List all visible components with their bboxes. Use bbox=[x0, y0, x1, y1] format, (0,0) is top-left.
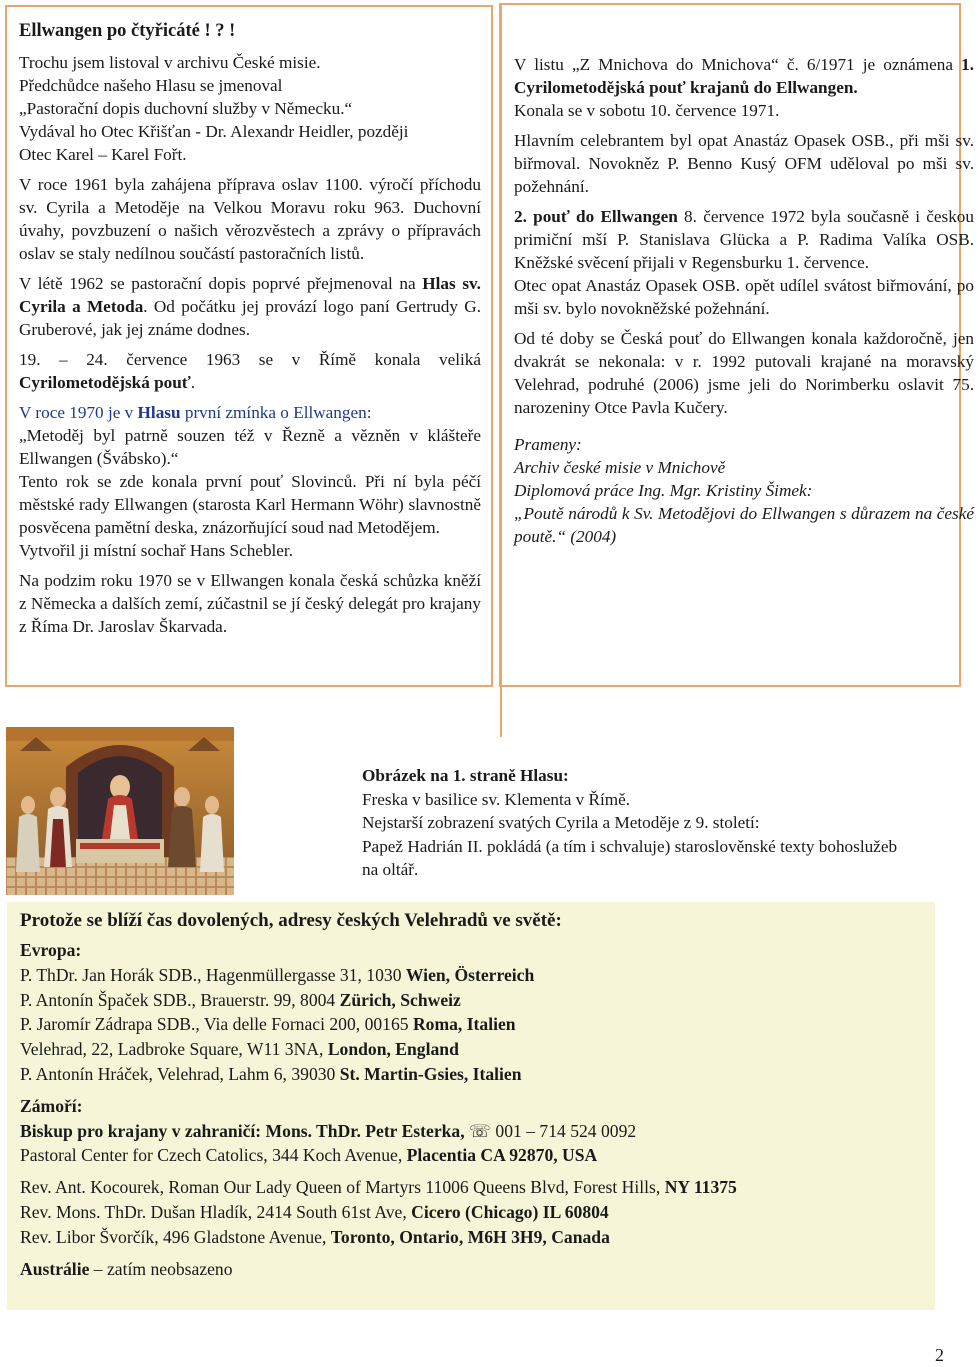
caption-line-2: Nejstarší zobrazení svatých Cyrila a Metoděje z 9. století: bbox=[362, 813, 760, 832]
first-pilgrimage: V listu „Z Mnichova do Mnichova“ č. 6/1971 je oznámena 1. Cyrilometodějská pouť krajanů do Ellwangen. bbox=[514, 55, 974, 97]
address-wien: P. ThDr. Jan Horák SDB., Hagenmüllergasse 31, 1030 Wien, Österreich bbox=[20, 964, 535, 985]
sources-label: Prameny: bbox=[514, 435, 582, 454]
europe-label: Evropa: bbox=[20, 940, 82, 960]
paragraph-1961: V roce 1961 byla zahájena příprava oslav 1100. výročí příchodu sv. Cyrila a Metoděje na Velkou Moravu roku 963. Duchovní úvahy, povzbuzení o našich věrozvěstech a zprávy o přípravách oslav se staly nedílnou součástí pastoračních listů. bbox=[19, 175, 481, 263]
overseas-label: Zámoří: bbox=[20, 1095, 83, 1116]
address-roma: P. Jaromír Zádrapa SDB., Via delle Fornaci 200, 00165 Roma, Italien bbox=[20, 1014, 516, 1035]
address-gsies: P. Antonín Hráček, Velehrad, Lahm 6, 39030 St. Martin-Gsies, Italien bbox=[20, 1063, 522, 1084]
intro-line-2: Předchůdce našeho Hlasu se jmenoval bbox=[19, 76, 283, 95]
caption-line-3: Papež Hadrián II. pokládá (a tím i schvaluje) staroslověnské texty bohoslužeb na oltář. bbox=[362, 836, 898, 879]
source-2: Diplomová práce Ing. Mgr. Kristiny Šimek: bbox=[514, 481, 813, 500]
fresco-image bbox=[6, 727, 234, 895]
paragraph-1962: V létě 1962 se pastorační dopis poprvé přejmenoval na Hlas sv. Cyrila a Metoda. Od počátku jej provází logo paní Gertrudy G. Gruberové, jak jej známe dodnes. bbox=[19, 274, 481, 339]
paragraph-1970-sculptor: Vytvořil ji místní sochař Hans Schebler. bbox=[19, 541, 294, 560]
annual-pilgrimage: Od té doby se Česká pouť do Ellwangen konala každoročně, jen dvakrát se nekonala: v r. 1992 putovali krajané na moravský Velehrad, podruhé (2006) jsme jeli do Norimberku oslavit 75. narozeniny Otce Pavla Kučery. bbox=[514, 329, 974, 417]
source-1: Archiv české misie v Mnichově bbox=[514, 458, 726, 477]
address-australia: Austrálie – zatím neobsazeno bbox=[20, 1258, 233, 1279]
first-pilgrimage-celebrant: Hlavním celebrantem byl opat Anastáz Opasek OSB., při mši sv. biřmoval. Novokněz P. Benno Kusý OFM uděloval po mši sv. požehnání. bbox=[514, 131, 974, 196]
second-pilgrimage: 2. pouť do Ellwangen 8. července 1972 byla současně i českou primiční mší P. Stanislava Glücka a P. Radima Valíka OSB. Kněžské svěcení přijali v Regensburku 1. července. bbox=[514, 207, 974, 272]
address-zurich: P. Antonín Špaček SDB., Brauerstr. 99, 8004 Zürich, Schweiz bbox=[20, 989, 461, 1010]
caption-line-1: Freska v basilice sv. Klementa v Římě. bbox=[362, 789, 631, 809]
paragraph-autumn-1970: Na podzim roku 1970 se v Ellwangen konala česká schůzka kněží z Německa a dalších zemí, zúčastnil se jí český delegát pro krajany z Říma Dr. Jaroslav Škarvada. bbox=[19, 571, 481, 636]
paragraph-1970-body: Tento rok se zde konala první pouť Slovinců. Při ní byla péčí městské rady Ellwangen (starosta Karl Hermann Wöhr) slavnostně posvěcena pamětní deska, znázorňující soud nad Metodějem. bbox=[19, 472, 481, 537]
left-article bbox=[5, 5, 493, 687]
first-pilgrimage-date: Konala se v sobotu 10. července 1971. bbox=[514, 101, 780, 120]
paragraph-1963: 19. – 24. července 1963 se v Římě konala veliká Cyrilometodějská pouť. bbox=[19, 350, 481, 392]
address-forest-hills: Rev. Ant. Kocourek, Roman Our Lady Queen of Martyrs 11006 Queens Blvd, Forest Hills, NY 11375 bbox=[20, 1177, 737, 1198]
intro-line-4: Vydával ho Otec Křišťan - Dr. Alexandr Heidler, později bbox=[19, 122, 409, 141]
intro-line-5: Otec Karel – Karel Fořt. bbox=[19, 145, 187, 164]
right-article bbox=[500, 3, 978, 737]
phone-icon-text: ☏ 001 – 714 524 0092 bbox=[464, 1120, 637, 1141]
second-pilgrimage-abbot: Otec opat Anastáz Opasek OSB. opět udílel svátost biřmování, po mši sv. bylo novokněžské požehnání. bbox=[514, 276, 974, 318]
address-london: Velehrad, 22, Ladbroke Square, W11 3NA, London, England bbox=[20, 1039, 459, 1060]
address-placentia: Pastoral Center for Czech Catolics, 344 Koch Avenue, Placentia CA 92870, USA bbox=[20, 1145, 598, 1166]
addresses-title: Protože se blíží čas dovolených, adresy českých Velehradů ve světě: bbox=[20, 910, 562, 931]
source-3: „Poutě národů k Sv. Metodějovi do Ellwangen s důrazem na české poutě.“ (2004) bbox=[514, 504, 974, 546]
page-number: 2 bbox=[935, 1345, 944, 1365]
address-bishop: Biskup pro krajany v zahraničí: Mons. ThDr. Petr Esterka, ☏ 001 – 714 524 0092 bbox=[20, 1120, 637, 1141]
addresses-box bbox=[7, 902, 935, 1310]
fresco-caption bbox=[362, 764, 902, 882]
address-cicero: Rev. Mons. ThDr. Dušan Hladík, 2414 South 61st Ave, Cicero (Chicago) IL 60804 bbox=[20, 1201, 609, 1222]
caption-title: Obrázek na 1. straně Hlasu: bbox=[362, 766, 569, 785]
intro-line-3: „Pastorační dopis duchovní služby v Německu.“ bbox=[19, 99, 353, 118]
intro-line-1: Trochu jsem listoval v archivu České misie. bbox=[19, 53, 321, 72]
address-toronto: Rev. Libor Švorčík, 496 Gladstone Avenue, Toronto, Ontario, M6H 3H9, Canada bbox=[20, 1226, 610, 1247]
paragraph-1970-title: V roce 1970 je v Hlasu první zmínka o Ellwangen: bbox=[19, 403, 372, 422]
paragraph-1970-quote: „Metoděj byl patrně souzen též v Řezně a vězněn v klášteře Ellwangen (Švábsko).“ bbox=[19, 426, 481, 468]
article-title: Ellwangen po čtyřicáté ! ? ! bbox=[19, 21, 236, 41]
